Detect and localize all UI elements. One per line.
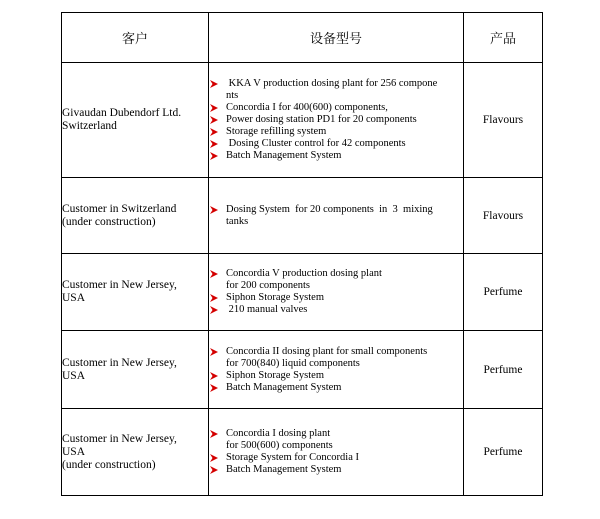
product-cell: Perfume (464, 254, 543, 331)
arrow-bullet-icon (209, 103, 219, 113)
equipment-text: Power dosing station PD1 for 20 components (226, 114, 417, 125)
equipment-item (209, 126, 463, 138)
equipment-item (209, 78, 463, 90)
customer-cell (62, 409, 209, 496)
equipment-text: tanks (226, 215, 249, 227)
product-cell: Perfume (464, 409, 543, 496)
customer-cell (62, 331, 209, 409)
arrow-bullet-icon (209, 79, 219, 89)
table-row (62, 63, 543, 178)
equipment-list (209, 346, 463, 394)
equipment-list (209, 78, 463, 162)
equipment-item (209, 370, 463, 382)
equipment-item (209, 90, 463, 102)
equipment-cell (209, 63, 464, 178)
customer-line: USA (62, 292, 86, 304)
equipment-text: Storage System for Concordia I (226, 452, 359, 463)
customer-cell (62, 178, 209, 254)
arrow-bullet-icon (209, 269, 219, 279)
equipment-item (209, 382, 463, 394)
equipment-text: 210 manual valves (226, 304, 308, 315)
customer-line: Customer in New Jersey, (62, 356, 177, 369)
product-cell: Flavours (464, 178, 543, 254)
equipment-text: KKA V production dosing plant for 256 compone (226, 78, 438, 89)
header-equipment: 设备型号 (209, 13, 464, 63)
equipment-text: Batch Management System (226, 150, 342, 161)
customer-line: (under construction) (62, 215, 156, 228)
equipment-text: for 500(600) components (226, 440, 333, 451)
equipment-text: Batch Management System (226, 464, 342, 475)
equipment-item (209, 102, 463, 114)
equipment-item (209, 346, 463, 358)
equipment-list (209, 428, 463, 476)
arrow-bullet-icon (209, 293, 219, 303)
equipment-cell (209, 254, 464, 331)
equipment-cell (209, 178, 464, 254)
customer-line: USA (62, 445, 86, 458)
table-row (62, 331, 543, 409)
arrow-bullet-icon (209, 127, 219, 137)
equipment-text: Dosing System for 20 components in 3 mixing (226, 203, 433, 215)
arrow-bullet-icon (209, 305, 219, 315)
equipment-cell (209, 409, 464, 496)
arrow-bullet-icon (209, 371, 219, 381)
customer-line: USA (62, 369, 86, 382)
customer-line: Switzerland (62, 120, 117, 132)
table-row (62, 409, 543, 496)
equipment-text: Batch Management System (226, 381, 342, 393)
equipment-text: Storage refilling system (226, 126, 327, 137)
equipment-text: nts (226, 90, 239, 101)
equipment-item (209, 216, 463, 228)
equipment-item (209, 114, 463, 126)
header-product: 产品 (464, 13, 543, 63)
table-row (62, 178, 543, 254)
equipment-text: Concordia I for 400(600) components, (226, 102, 388, 113)
equipment-item (209, 440, 463, 452)
arrow-bullet-icon (209, 383, 219, 393)
customer-line: Customer in New Jersey, (62, 432, 177, 445)
arrow-bullet-icon (209, 429, 219, 439)
product-cell: Perfume (464, 331, 543, 409)
equipment-item (209, 204, 463, 216)
customer-cell (62, 254, 209, 331)
customer-cell (62, 63, 209, 178)
arrow-bullet-icon (209, 205, 219, 215)
equipment-text: Siphon Storage System (226, 369, 325, 381)
customer-line: (under construction) (62, 458, 156, 471)
customer-line: Customer in New Jersey, (62, 279, 177, 291)
equipment-item (209, 150, 463, 162)
equipment-item (209, 452, 463, 464)
equipment-cell (209, 331, 464, 409)
equipment-list (209, 268, 463, 316)
equipment-list (209, 204, 463, 228)
customer-line: Customer in Switzerland (62, 202, 177, 215)
table-row (62, 254, 543, 331)
product-cell: Flavours (464, 63, 543, 178)
equipment-text: Concordia I dosing plant (226, 428, 331, 439)
equipment-item (209, 358, 463, 370)
equipment-item (209, 292, 463, 304)
equipment-text: for 200 components (226, 280, 310, 291)
equipment-item (209, 138, 463, 150)
equipment-item (209, 464, 463, 476)
arrow-bullet-icon (209, 453, 219, 463)
arrow-bullet-icon (209, 139, 219, 149)
arrow-bullet-icon (209, 465, 219, 475)
arrow-bullet-icon (209, 347, 219, 357)
equipment-text: Siphon Storage System (226, 292, 325, 303)
equipment-text: Concordia II dosing plant for small components (226, 345, 428, 357)
equipment-item (209, 304, 463, 316)
equipment-text: Concordia V production dosing plant (226, 268, 382, 279)
arrow-bullet-icon (209, 115, 219, 125)
equipment-item (209, 428, 463, 440)
equipment-text: Dosing Cluster control for 42 components (226, 138, 406, 149)
reference-table (61, 12, 543, 496)
header-row (62, 13, 543, 63)
arrow-bullet-icon (209, 151, 219, 161)
equipment-item (209, 280, 463, 292)
header-customer: 客户 (62, 13, 209, 63)
equipment-text: for 700(840) liquid components (226, 357, 360, 369)
customer-line: Givaudan Dubendorf Ltd. (62, 107, 182, 119)
equipment-item (209, 268, 463, 280)
